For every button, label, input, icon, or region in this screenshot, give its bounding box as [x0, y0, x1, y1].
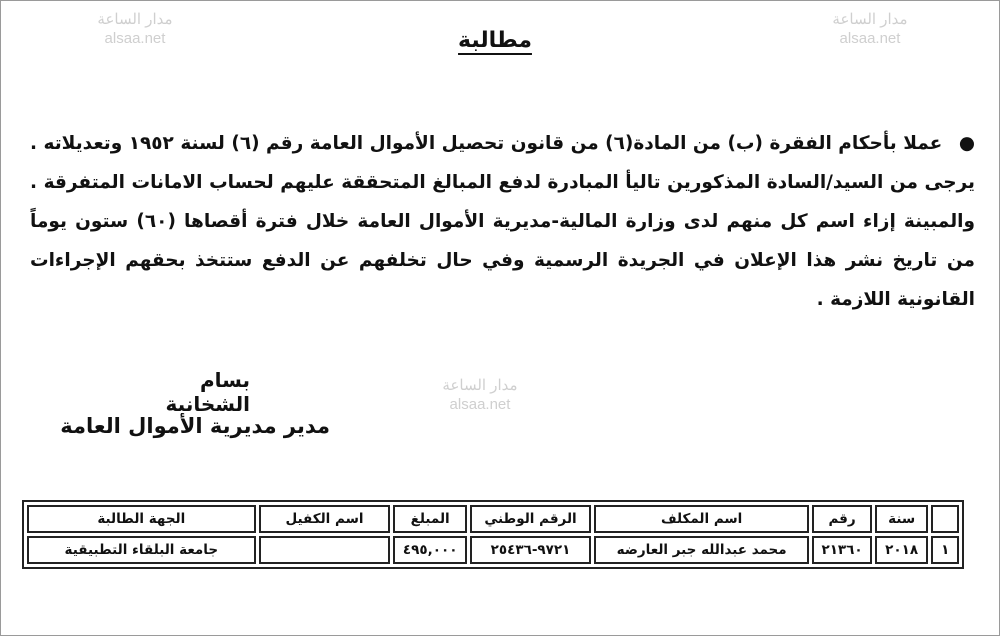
document-title: مطالبة: [458, 28, 532, 53]
claim-paragraph: [30, 124, 975, 319]
col-amount: المبلغ: [393, 505, 467, 533]
watermark: مدار الساعة alsaa.net: [97, 11, 173, 47]
cell-claimant: جامعة البلقاء التطبيقية: [27, 536, 256, 564]
cell-guarantor: [259, 536, 391, 564]
signatory-title: مدير مديرية الأموال العامة: [60, 414, 330, 438]
table-row: [27, 536, 959, 564]
cell-national-id: ٩٧٢١-٢٥٤٣٦: [470, 536, 591, 564]
cell-number: ٢١٣٦٠: [812, 536, 872, 564]
col-guarantor: اسم الكفيل: [259, 505, 391, 533]
watermark: مدار الساعة alsaa.net: [832, 11, 908, 47]
cell-index: ١: [931, 536, 959, 564]
col-taxpayer-name: اسم المكلف: [594, 505, 809, 533]
col-national-id: الرقم الوطني: [470, 505, 591, 533]
cell-amount: ٤٩٥,٠٠٠: [393, 536, 467, 564]
cell-taxpayer-name: محمد عبدالله جبر العارضه: [594, 536, 809, 564]
signatory-name: بسام الشخانبة: [165, 368, 250, 416]
table-header-row: [27, 505, 959, 533]
col-claimant: الجهة الطالبة: [27, 505, 256, 533]
claims-table: [22, 500, 964, 569]
watermark: مدار الساعة alsaa.net: [442, 377, 518, 413]
col-number: رقم: [812, 505, 872, 533]
col-year: سنة: [875, 505, 929, 533]
col-index: [931, 505, 959, 533]
bullet-icon: ●: [958, 133, 975, 154]
cell-year: ٢٠١٨: [875, 536, 929, 564]
claim-text: عملا بأحكام الفقرة (ب) من المادة(٦) من قانون تحصيل الأموال العامة رقم (٦) لسنة ١٩٥٢ وتعديلاته . يرجى من السيد/السادة المذكورين تاليأ المبادرة لدفع المبالغ المتحققة عليهم لحساب الامانات المتفرقة . والمبينة إزاء اسم كل منهم لدى وزارة المالية-مديرية الأموال العامة خلال فترة أقصاها (٦٠) ستون يوماً من تاريخ نشر هذا الإعلان في الجريدة الرسمية وفي حال تخلفهم عن الدفع ستتخذ بحقهم الإجراءات القانونية اللازمة .: [30, 133, 975, 310]
